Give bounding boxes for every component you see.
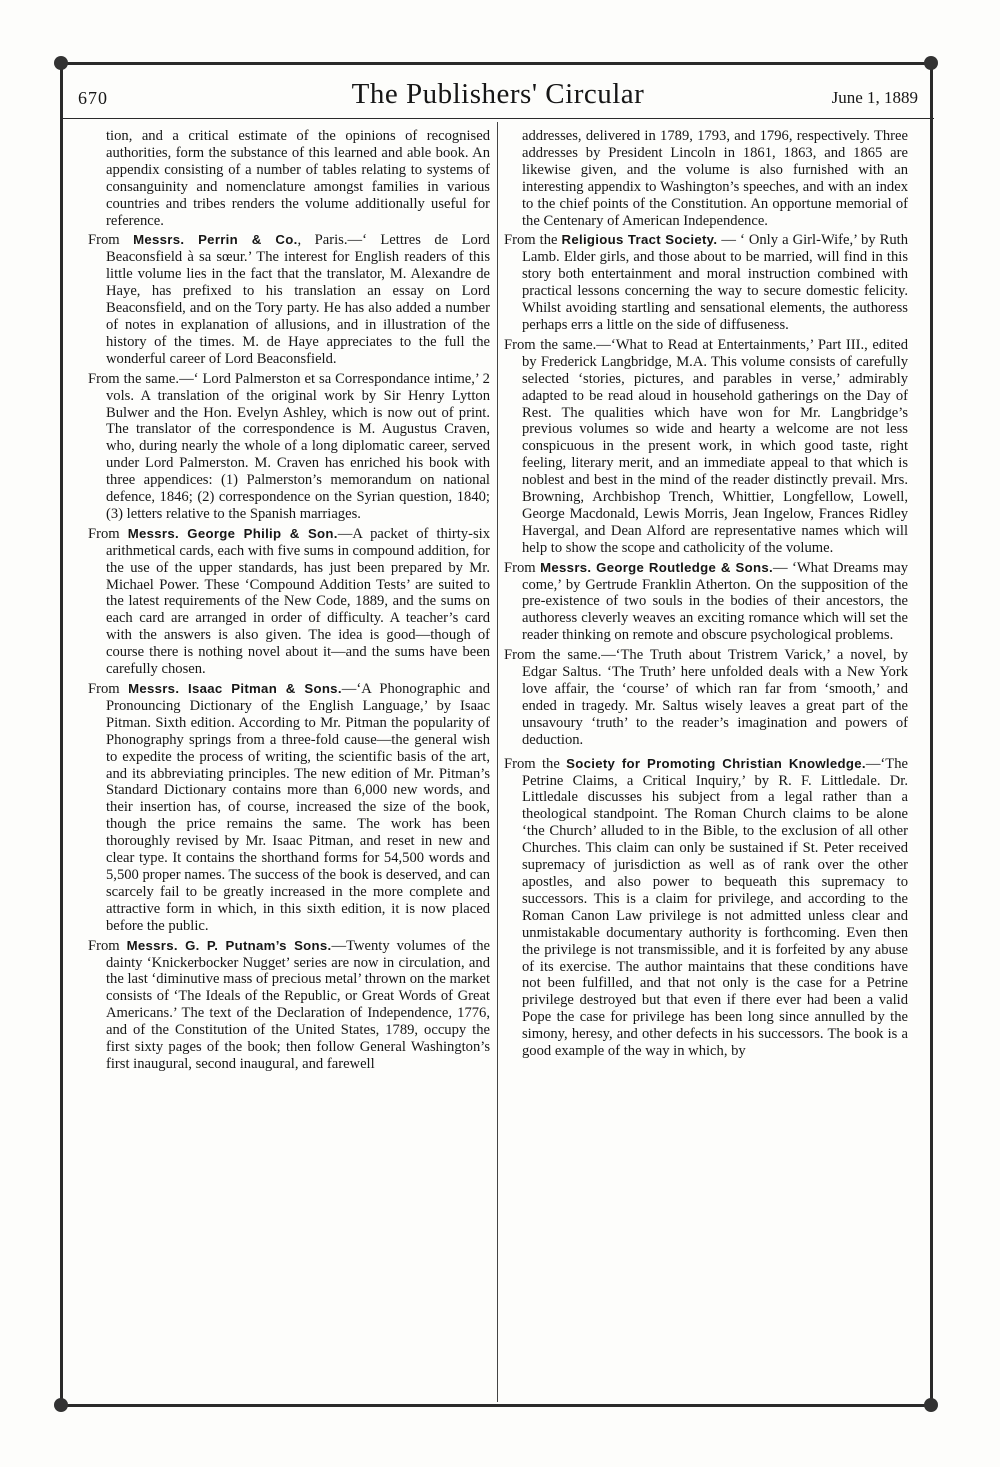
top-border-rule [60, 62, 934, 65]
entry-text: —A packet of thirty-six arithmetical cards, each with five sums in compound addition, for the use of the upper standards, has just been prepared by Mr. Michael Power. These ‘Compound Addition Tests’ are suited to the latest requirements of the New Code, 1889, and the sums on each card are arranged in order of difficulty. A teacher’s card with the answers is also given. The idea is good—though of course there is nothing novel about it—and the sums have been carefully chosen. [106, 525, 490, 678]
entry-text: —Twenty volumes of the dainty ‘Knickerbocker Nugget’ series are now in circulation, and the last ‘diminutive mass of precious metal’ thrown on the market consists of ‘The Ideals of the Republic, or Great Words of Great Americans.’ The text of the Declaration of Independence, 1776, and of the Constitution of the United States, 1789, occupy the first sixty pages of the book; then follow General Washington’s first inaugural, second inaugural, and farewell [106, 937, 490, 1072]
page-number: 670 [78, 88, 108, 108]
corner-ornament-icon [54, 56, 68, 70]
review-entry [88, 681, 490, 935]
entry-text: — ‘ Only a Girl-Wife,’ by Ruth Lamb. Elder girls, and those about to be married, will find in this story both entertainment and moral instruction combined with practical lessons concerning the way to secure domestic felicity. Whilst avoiding startling and sensational elements, the authoress perhaps errs a little on the side of diffuseness. [522, 232, 908, 333]
publisher-name: Religious Tract Society. [561, 232, 718, 248]
right-column [504, 128, 908, 1063]
review-entry [88, 938, 490, 1073]
review-entry [504, 647, 908, 748]
entry-text: — ‘What Dreams may come,’ by Gertrude Franklin Atherton. On the supposition of the pre-existence of two souls in the bodies of their ancestors, the authoress cleverly weaves an exciting romance which will set the reader thinking on remote and obscure psychological problems. [522, 559, 908, 644]
review-entry [504, 337, 908, 557]
entry-prefix: From [504, 559, 541, 576]
review-entry [504, 560, 908, 645]
publisher-name: Messrs. Perrin & Co. [133, 232, 298, 248]
entry-prefix: From [88, 937, 127, 954]
publisher-name: Society for Promoting Christian Knowledge. [566, 755, 866, 771]
bottom-border-rule [60, 1404, 934, 1407]
continued-text: addresses, delivered in 1789, 1793, and 1796, respectively. Three addresses by President Lincoln in 1861, 1863, and 1865 are likewise given, and the volume is also furnished with an interesting appendix to Washington’s speeches, and with an index to the chief points of the Constitution. An opportune memorial of the Centenary of American Independence. [522, 128, 908, 229]
column-divider [497, 122, 498, 1402]
header-rule [60, 118, 934, 119]
entry-text: —‘The Truth about Tristrem Varick,’ a novel, by Edgar Saltus. ‘The Truth’ here unfolded deals with a New York love affair, the ‘course’ of which ran far from ‘smooth,’ and ended in tragedy. Mr. Saltus wisely leaves a great part of the unsavoury ‘truth’ to the reader’s imagination and powers of deduction. [522, 647, 908, 748]
entry-text: —‘A Phonographic and Pronouncing Dictionary of the English Language,’ by Isaac Pitman. Sixth edition. According to Mr. Pitman the popularity of Phonography springs from a three-fold cause—the general wish to expedite the process of writing, the scientific basis of the art, and its abbreviating principles. The new edition of Mr. Pitman’s Standard Dictionary contains more than 6,000 new words, and their insertion has, of course, increased the size of the book, though the price remains the same. The work has been thoroughly revised by Mr. Isaac Pitman, and reset in new and clear type. It contains the shorthand forms for 54,500 words and 5,500 proper names. The success of the book is deserved, and can scarcely fail to be greatly increased in the more complete and attractive form in which, in this sixth edition, it is now placed before the public. [106, 681, 490, 934]
entry-prefix: From the [504, 755, 567, 772]
publisher-name: Messrs. G. P. Putnam’s Sons. [126, 937, 332, 953]
left-column [88, 128, 490, 1076]
review-entry [88, 232, 490, 367]
page-header [78, 78, 918, 112]
review-entry [504, 232, 908, 333]
left-border-rule [60, 62, 63, 1406]
continued-text: tion, and a critical estimate of the opinions of recognised authorities, form the substance of this learned and able book. An appendix consisting of a number of tables relating to systems of consanguinity and nomenclature amongst families in various countries and tribes renders the volume additionally useful for reference. [106, 128, 490, 229]
corner-ornament-icon [924, 56, 938, 70]
entry-prefix: From [88, 525, 128, 542]
publisher-name: Messrs. George Routledge & Sons. [540, 559, 773, 575]
entry-prefix: From [88, 681, 129, 697]
entry-prefix: From the same. [504, 647, 602, 664]
entry-prefix: From the [504, 232, 562, 249]
entry-text: —‘The Petrine Claims, a Critical Inquiry,’ by R. F. Littledale. Dr. Littledale discusses his subject from a legal rather than a theological standpoint. The Roman Church claims to be alone ‘the Church’ alluded to in the Bible, to the exclusion of all other Churches. This claim can only be sustained if St. Peter received supremacy of jurisdiction as well as of rank over the other apostles, and also power to bequeath this supremacy to successors. This is a claim for privilege, and according to the Roman Canon Law privilege is not admitted unless clear and unmistakable documentary authority is forthcoming. Even then the privilege is not transmissible, and it is forfeited by any abuse of its exercise. The author maintains that these conditions have not been fulfilled, and that not only is the case for a Petrine privilege destroyed but that even if there ever had been a valid Pope the case for privilege has been long since annulled by the simony, heresy, and other defects in his successors. The book is a good example of the way in which, by [522, 755, 908, 1060]
masthead-title: The Publishers' Circular [351, 78, 645, 110]
right-border-rule [930, 62, 933, 1406]
entry-text: —‘ Lord Palmerston et sa Correspondance intime,’ 2 vols. A translation of the original work by Sir Henry Lytton Bulwer and the Hon. Evelyn Ashley, which is now out of print. The translator of the correspondence is M. Augustus Craven, who, during nearly the whole of a long diplomatic career, served under Lord Palmerston. M. Craven has enriched his book with three appendices: (1) Palmerston’s memorandum on national defence, 1846; (2) correspondence on the Syrian question, 1840; (3) letters relative to the Spanish marriages. [106, 370, 490, 522]
entry-prefix: From the same. [88, 370, 180, 387]
entry-text: , Paris.—‘ Lettres de Lord Beaconsfield à sa sœur.’ The interest for English readers of this little volume lies in the fact that the translator, M. Alexandre de Haye, has prefixed to his translation an essay on Lord Beaconsfield, and on the Tory party. He has also added a number of notes in explanation of allusions, and in illustration of the history of the times. M. de Haye appreciates to the full the wonderful career of Lord Beaconsfield. [106, 232, 490, 367]
review-entry [88, 371, 490, 523]
corner-ornament-icon [924, 1398, 938, 1412]
publisher-name: Messrs. Isaac Pitman & Sons. [128, 681, 342, 696]
corner-ornament-icon [54, 1398, 68, 1412]
entry-text: —‘What to Read at Entertainments,’ Part III., edited by Frederick Langbridge, M.A. This volume consists of carefully selected ‘stories, pictures, and parables in verse,’ admirably adapted to be read aloud in household gatherings on the Day of Rest. The qualities which have won for Mr. Langbridge’s previous volumes so wide and hearty a welcome are not less conspicuous in the present work, in which good taste, right feeling, literary merit, and an immediate appeal to that which is noblest and best in the mind of the reader distinctly prevail. Mrs. Browning, Archbishop Trench, Whittier, Longfellow, Lowell, George Macdonald, Lewis Morris, Jean Ingelow, Frances Ridley Havergal, and Dean Alford are representative names which will help to show the scope and catholicity of the volume. [522, 336, 909, 556]
entry-prefix: From [88, 232, 134, 249]
entry-prefix: From the same. [504, 336, 597, 353]
publisher-name: Messrs. George Philip & Son. [127, 525, 338, 541]
review-entry [504, 756, 908, 1060]
issue-date: June 1, 1889 [831, 88, 918, 107]
review-entry [88, 526, 490, 678]
